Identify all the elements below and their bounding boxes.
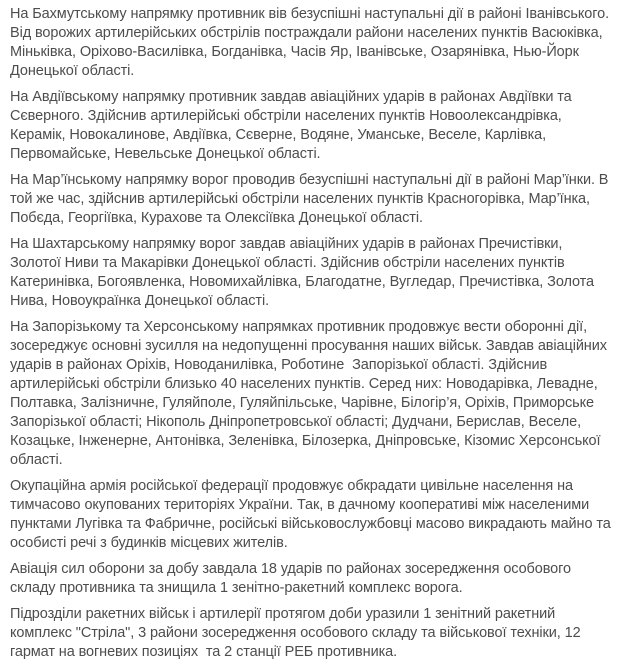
paragraph-zaporizhzhia-kherson-direction: На Запорізькому та Херсонському напрямках противник продовжує вести оборонні дії, зосереджує основні зусилля на недопущенні просування наших військ. Завдав авіаційних ударів в районах Оріхів, Новоданилівка, Роботине Запорізької області. Здійснив артилерійські обстріли близько 40 населених пунктів. Серед них: Новодарівка, Левадне, Полтавка, Залізничне, Гуляйполе, Гуляйпільське, Чарівне, Білогір’я, Оріхів, Приморське Запорізької області; Нікополь Дніпропетровської області; Дудчани, Берислав, Веселе, Козацьке, Інженерне, Антонівка, Зеленівка, Білозерка, Дніпровське, Кізомис Херсонської області. [10,319,611,468]
paragraph-missile-artillery-units: Підрозділи ракетних військ і артилерії протягом доби уразили 1 зенітний ракетний комплекс "Стріла", 3 райони зосередження особового складу та військової техніки, 12 гармат на вогневих позиціях та 2 станції РЕБ противника. [10,606,585,660]
paragraph-marinka-direction: На Мар’їнському напрямку ворог проводив безуспішні наступальні дії в районі Мар’їнки. В той же час, здійснив артилерійські обстріли населених пунктів Красногорівка, Мар’їнка, Побєда, Георгіївка, Курахове та Олексіївка Донецької області. [10,172,613,226]
paragraph-defense-aviation-strikes: Авіація сил оборони за добу завдала 18 ударів по районах зосередження особового складу противника та знищила 1 зенітно-ракетний комплекс ворога. [10,561,575,596]
paragraph-shakhtarsk-direction: На Шахтарському напрямку ворог завдав авіаційних ударів в районах Пречистівки, Золотої Ниви та Макарівки Донецької області. Здійснив обстріли населених пунктів Катеринівка, Богоявленка, Новомихайлівка, Благодатне, Вугледар, Пречистівка, Золота Нива, Новоукраїнка Донецької області. [10,236,598,309]
paragraph-occupation-army-looting: Окупаційна армія російської федерації продовжує обкрадати цивільне населення на тимчасово окупованих територіях України. Так, в дачному кооперативі між населеними пунктами Лугівка та Фабричне, російські військовослужбовці масово викрадають майно та особисті речі з будинків місцевих жителів. [10,478,615,551]
paragraph-bakhmut-direction: На Бахмутському напрямку противник вів безуспішні наступальні дії в районі Іванівського. Від ворожих артилерійських обстрілів постраждали райони населених пунктів Васюківка, Міньківка, Оріхово-Василівка, Богданівка, Часів Яр, Іванівське, Озарянівка, Нью-Йорк Донецької області. [10,6,613,79]
paragraph-avdiivka-direction: На Авдіївському напрямку противник завдав авіаційних ударів в районах Авдіївки та Сєверного. Здійснив артилерійські обстріли населених пунктів Новоолександрівка, Керамік, Новокалинове, Авдіївка, Сєверне, Водяне, Уманське, Веселе, Карлівка, Первомайське, Невельське Донецької області. [10,89,576,162]
